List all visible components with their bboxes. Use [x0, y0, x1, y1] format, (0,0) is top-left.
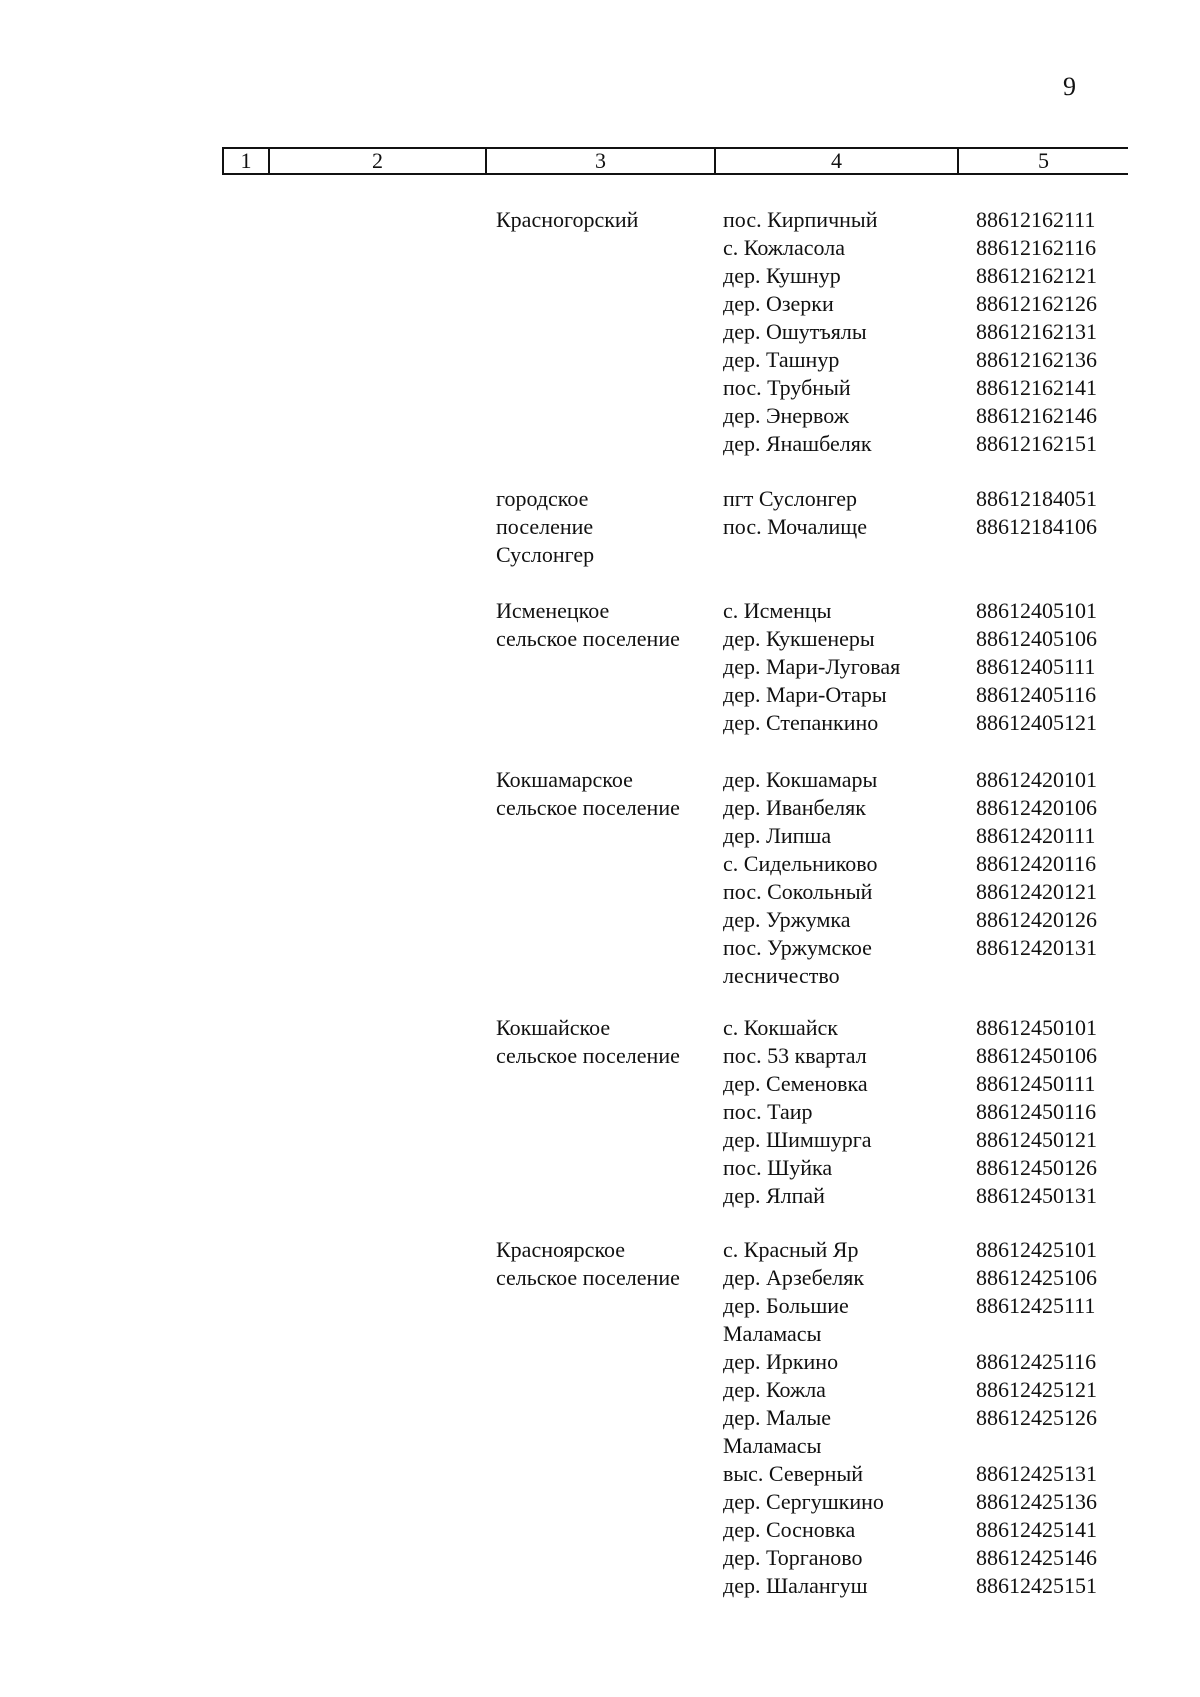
locality-name	[723, 1070, 976, 1098]
table-row	[723, 766, 1116, 794]
oktmo-code-value: 88612420121	[976, 879, 1097, 904]
locality-name	[723, 906, 976, 934]
locality-name-line: пос. Таир	[723, 1099, 813, 1124]
oktmo-code-value: 88612425126	[976, 1405, 1097, 1430]
table-row	[723, 625, 1116, 653]
oktmo-code	[976, 1544, 1116, 1572]
locality-name-line: пос. Шуйка	[723, 1155, 833, 1180]
municipality-name-line: городское	[496, 486, 589, 511]
oktmo-code	[976, 822, 1116, 850]
column-header-5: 5	[957, 149, 1128, 173]
column-header-4: 4	[714, 149, 957, 173]
oktmo-code	[976, 290, 1116, 318]
oktmo-code-value: 88612184051	[976, 486, 1097, 511]
oktmo-code-value: 88612162146	[976, 403, 1097, 428]
table-row	[723, 1098, 1116, 1126]
locality-name	[723, 262, 976, 290]
table-row	[723, 822, 1116, 850]
locality-name-line: дер. Уржумка	[723, 907, 851, 932]
locality-name-line: пос. Сокольный	[723, 879, 873, 904]
locality-name-line: пос. Мочалище	[723, 514, 868, 539]
municipality-name-line: сельское поселение	[496, 626, 680, 651]
oktmo-code-value: 88612405121	[976, 710, 1097, 735]
oktmo-code-value: 88612162151	[976, 431, 1097, 456]
oktmo-code-value: 88612425146	[976, 1545, 1097, 1570]
oktmo-code-value: 88612450116	[976, 1099, 1097, 1124]
municipality-name	[496, 1014, 716, 1070]
oktmo-code-value: 88612162121	[976, 263, 1097, 288]
locality-name	[723, 346, 976, 374]
locality-name	[723, 1292, 976, 1348]
locality-name-line: дер. Степанкино	[723, 710, 879, 735]
locality-list	[723, 597, 1116, 737]
municipality-name-line: Исменецкое	[496, 598, 610, 623]
locality-name-line: пгт Суслонгер	[723, 486, 858, 511]
oktmo-code	[976, 485, 1116, 513]
table-row	[723, 906, 1116, 934]
locality-list	[723, 766, 1116, 990]
locality-list	[723, 206, 1116, 458]
locality-name-line: дер. Янашбеляк	[723, 431, 872, 456]
table-row	[723, 402, 1116, 430]
table-row	[723, 709, 1116, 737]
locality-name-line: пос. Трубный	[723, 375, 851, 400]
oktmo-code-value: 88612450106	[976, 1043, 1097, 1068]
locality-name	[723, 430, 976, 458]
locality-name-line: дер. Шалангуш	[723, 1573, 868, 1598]
oktmo-code-value: 88612425111	[976, 1293, 1096, 1318]
locality-name	[723, 290, 976, 318]
oktmo-code	[976, 597, 1116, 625]
locality-name	[723, 374, 976, 402]
oktmo-code	[976, 1292, 1116, 1348]
oktmo-code-value: 88612162141	[976, 375, 1097, 400]
table-row	[723, 1042, 1116, 1070]
oktmo-code-value: 88612162131	[976, 319, 1097, 344]
oktmo-code-value: 88612162111	[976, 207, 1096, 232]
oktmo-code-value: 88612425136	[976, 1489, 1097, 1514]
oktmo-code-value: 88612450121	[976, 1127, 1097, 1152]
locality-name-line: дер. Иванбеляк	[723, 795, 866, 820]
locality-name	[723, 934, 976, 990]
table-row	[723, 934, 1116, 990]
oktmo-code	[976, 1070, 1116, 1098]
locality-name	[723, 1236, 976, 1264]
locality-name	[723, 1376, 976, 1404]
oktmo-code	[976, 1348, 1116, 1376]
locality-name-line: дер. Ошутъялы	[723, 319, 867, 344]
locality-list	[723, 1014, 1116, 1210]
municipality-name-line: сельское поселение	[496, 1043, 680, 1068]
municipality-name-line: Суслонгер	[496, 542, 595, 567]
locality-name	[723, 822, 976, 850]
locality-name	[723, 878, 976, 906]
table-header-row	[222, 147, 1128, 175]
oktmo-code	[976, 850, 1116, 878]
oktmo-code-value: 88612405106	[976, 626, 1097, 651]
locality-name-line: пос. Кирпичный	[723, 207, 878, 232]
table-row	[723, 1264, 1116, 1292]
locality-name	[723, 1042, 976, 1070]
column-header-3: 3	[485, 149, 714, 173]
municipality-name-line: сельское поселение	[496, 795, 680, 820]
table-row	[723, 878, 1116, 906]
oktmo-code-value: 88612405116	[976, 682, 1097, 707]
oktmo-code-value: 88612450126	[976, 1155, 1097, 1180]
table-row	[723, 1348, 1116, 1376]
locality-name-line: дер. Кокшамары	[723, 767, 878, 792]
locality-name	[723, 234, 976, 262]
locality-name-line: дер. Сергушкино	[723, 1489, 884, 1514]
oktmo-code	[976, 262, 1116, 290]
oktmo-code	[976, 906, 1116, 934]
table-row	[723, 653, 1116, 681]
locality-name-line: с. Сидельниково	[723, 851, 878, 876]
oktmo-code-value: 88612420131	[976, 935, 1097, 960]
municipality-name-line: Красноярское	[496, 1237, 626, 1262]
locality-name	[723, 1126, 976, 1154]
locality-name	[723, 653, 976, 681]
oktmo-code	[976, 934, 1116, 990]
table-row	[723, 430, 1116, 458]
table-row	[723, 1126, 1116, 1154]
table-row	[723, 1292, 1116, 1348]
oktmo-code-value: 88612184106	[976, 514, 1097, 539]
table-row	[723, 1460, 1116, 1488]
locality-name	[723, 318, 976, 346]
column-header-2: 2	[268, 149, 485, 173]
locality-name-line: лесничество	[723, 963, 840, 988]
oktmo-code-value: 88612420101	[976, 767, 1097, 792]
municipality-name	[496, 597, 716, 653]
oktmo-code	[976, 430, 1116, 458]
oktmo-code	[976, 653, 1116, 681]
table-row	[723, 1376, 1116, 1404]
oktmo-code	[976, 1404, 1116, 1460]
locality-name	[723, 681, 976, 709]
locality-name-line: пос. Уржумское	[723, 935, 872, 960]
locality-name-line: дер. Шимшурга	[723, 1127, 872, 1152]
locality-name	[723, 513, 976, 541]
table-row	[723, 1544, 1116, 1572]
table-row	[723, 1572, 1116, 1600]
locality-name-line: дер. Большие	[723, 1293, 849, 1318]
table-row	[723, 1154, 1116, 1182]
table-row	[723, 1182, 1116, 1210]
oktmo-code-value: 88612450111	[976, 1071, 1096, 1096]
locality-name	[723, 1348, 976, 1376]
oktmo-code-value: 88612425141	[976, 1517, 1097, 1542]
locality-name	[723, 1264, 976, 1292]
locality-name	[723, 1182, 976, 1210]
municipality-name	[496, 1236, 716, 1292]
locality-name	[723, 794, 976, 822]
table-row	[723, 1404, 1116, 1460]
table-row	[723, 206, 1116, 234]
oktmo-code-value: 88612425101	[976, 1237, 1097, 1262]
municipality-name-line: Красногорский	[496, 207, 639, 232]
locality-name-line: с. Кокшайск	[723, 1015, 838, 1040]
oktmo-code-value: 88612162116	[976, 235, 1097, 260]
locality-name-line: дер. Озерки	[723, 291, 834, 316]
oktmo-code	[976, 1488, 1116, 1516]
locality-name-line: дер. Сосновка	[723, 1517, 856, 1542]
locality-name	[723, 485, 976, 513]
oktmo-code	[976, 794, 1116, 822]
oktmo-code	[976, 1264, 1116, 1292]
locality-name	[723, 1516, 976, 1544]
oktmo-code-value: 88612162136	[976, 347, 1097, 372]
locality-name-line: дер. Торганово	[723, 1545, 863, 1570]
locality-name	[723, 766, 976, 794]
locality-name-line: дер. Мари-Отары	[723, 682, 887, 707]
locality-name	[723, 1572, 976, 1600]
oktmo-code-value: 88612420106	[976, 795, 1097, 820]
locality-name	[723, 1154, 976, 1182]
table-row	[723, 485, 1116, 513]
locality-name-line: дер. Арзебеляк	[723, 1265, 865, 1290]
oktmo-code	[976, 1236, 1116, 1264]
table-row	[723, 850, 1116, 878]
oktmo-code	[976, 1098, 1116, 1126]
oktmo-code-value: 88612425116	[976, 1349, 1097, 1374]
locality-name-line: дер. Ташнур	[723, 347, 840, 372]
oktmo-code-value: 88612405101	[976, 598, 1097, 623]
table-row	[723, 597, 1116, 625]
locality-name-line: дер. Семеновка	[723, 1071, 868, 1096]
table-row	[723, 262, 1116, 290]
oktmo-code	[976, 513, 1116, 541]
locality-name-line: дер. Липша	[723, 823, 832, 848]
oktmo-code	[976, 766, 1116, 794]
oktmo-code-value: 88612420126	[976, 907, 1097, 932]
locality-name-line: дер. Энервож	[723, 403, 849, 428]
locality-name-line: выс. Северный	[723, 1461, 863, 1486]
municipality-name	[496, 485, 716, 569]
table-row	[723, 318, 1116, 346]
table-row	[723, 1070, 1116, 1098]
oktmo-code-value: 88612425131	[976, 1461, 1097, 1486]
table-row	[723, 346, 1116, 374]
oktmo-code	[976, 1376, 1116, 1404]
locality-name	[723, 206, 976, 234]
locality-name-line: пос. 53 квартал	[723, 1043, 867, 1068]
locality-list	[723, 485, 1116, 541]
locality-name	[723, 1544, 976, 1572]
municipality-name-line: Кокшамарское	[496, 767, 633, 792]
oktmo-code-value: 88612405111	[976, 654, 1096, 679]
oktmo-code-value: 88612450101	[976, 1015, 1097, 1040]
locality-name-line: Маламасы	[723, 1433, 822, 1458]
oktmo-code	[976, 234, 1116, 262]
locality-name	[723, 850, 976, 878]
locality-name-line: дер. Кукшенеры	[723, 626, 875, 651]
oktmo-code-value: 88612425151	[976, 1573, 1097, 1598]
table-row	[723, 1488, 1116, 1516]
locality-name-line: с. Кожласола	[723, 235, 845, 260]
oktmo-code	[976, 318, 1116, 346]
oktmo-code-value: 88612420111	[976, 823, 1096, 848]
oktmo-code	[976, 709, 1116, 737]
municipality-name-line: сельское поселение	[496, 1265, 680, 1290]
oktmo-code	[976, 878, 1116, 906]
column-header-1: 1	[222, 149, 268, 173]
municipality-name	[496, 206, 716, 234]
oktmo-code-value: 88612162126	[976, 291, 1097, 316]
oktmo-code	[976, 1154, 1116, 1182]
oktmo-code	[976, 374, 1116, 402]
municipality-name	[496, 766, 716, 822]
oktmo-code-value: 88612420116	[976, 851, 1097, 876]
table-row	[723, 1014, 1116, 1042]
oktmo-code	[976, 346, 1116, 374]
table-row	[723, 1236, 1116, 1264]
oktmo-code	[976, 681, 1116, 709]
oktmo-code	[976, 1182, 1116, 1210]
locality-name-line: дер. Кушнур	[723, 263, 841, 288]
oktmo-code	[976, 1460, 1116, 1488]
locality-name-line: с. Красный Яр	[723, 1237, 859, 1262]
table-row	[723, 234, 1116, 262]
oktmo-code	[976, 625, 1116, 653]
locality-name	[723, 1014, 976, 1042]
table-row	[723, 374, 1116, 402]
oktmo-code-value: 88612425121	[976, 1377, 1097, 1402]
oktmo-code	[976, 402, 1116, 430]
table-row	[723, 290, 1116, 318]
table-row	[723, 794, 1116, 822]
locality-name	[723, 402, 976, 430]
page-number: 9	[1063, 72, 1076, 101]
locality-name-line: дер. Малые	[723, 1405, 832, 1430]
oktmo-code	[976, 206, 1116, 234]
oktmo-code-value: 88612450131	[976, 1183, 1097, 1208]
oktmo-code	[976, 1572, 1116, 1600]
locality-list	[723, 1236, 1116, 1600]
locality-name	[723, 1404, 976, 1460]
oktmo-code	[976, 1126, 1116, 1154]
locality-name	[723, 1460, 976, 1488]
municipality-name-line: поселение	[496, 514, 594, 539]
locality-name	[723, 1098, 976, 1126]
locality-name-line: с. Исменцы	[723, 598, 832, 623]
locality-name-line: дер. Мари-Луговая	[723, 654, 901, 679]
table-row	[723, 681, 1116, 709]
table-row	[723, 1516, 1116, 1544]
municipality-name-line: Кокшайское	[496, 1015, 611, 1040]
locality-name	[723, 625, 976, 653]
locality-name-line: дер. Ялпай	[723, 1183, 825, 1208]
locality-name-line: Маламасы	[723, 1321, 822, 1346]
locality-name-line: дер. Иркино	[723, 1349, 839, 1374]
oktmo-code	[976, 1014, 1116, 1042]
oktmo-code	[976, 1042, 1116, 1070]
locality-name	[723, 1488, 976, 1516]
table-row	[723, 513, 1116, 541]
oktmo-code-value: 88612425106	[976, 1265, 1097, 1290]
oktmo-code	[976, 1516, 1116, 1544]
locality-name-line: дер. Кожла	[723, 1377, 826, 1402]
locality-name	[723, 709, 976, 737]
locality-name	[723, 597, 976, 625]
